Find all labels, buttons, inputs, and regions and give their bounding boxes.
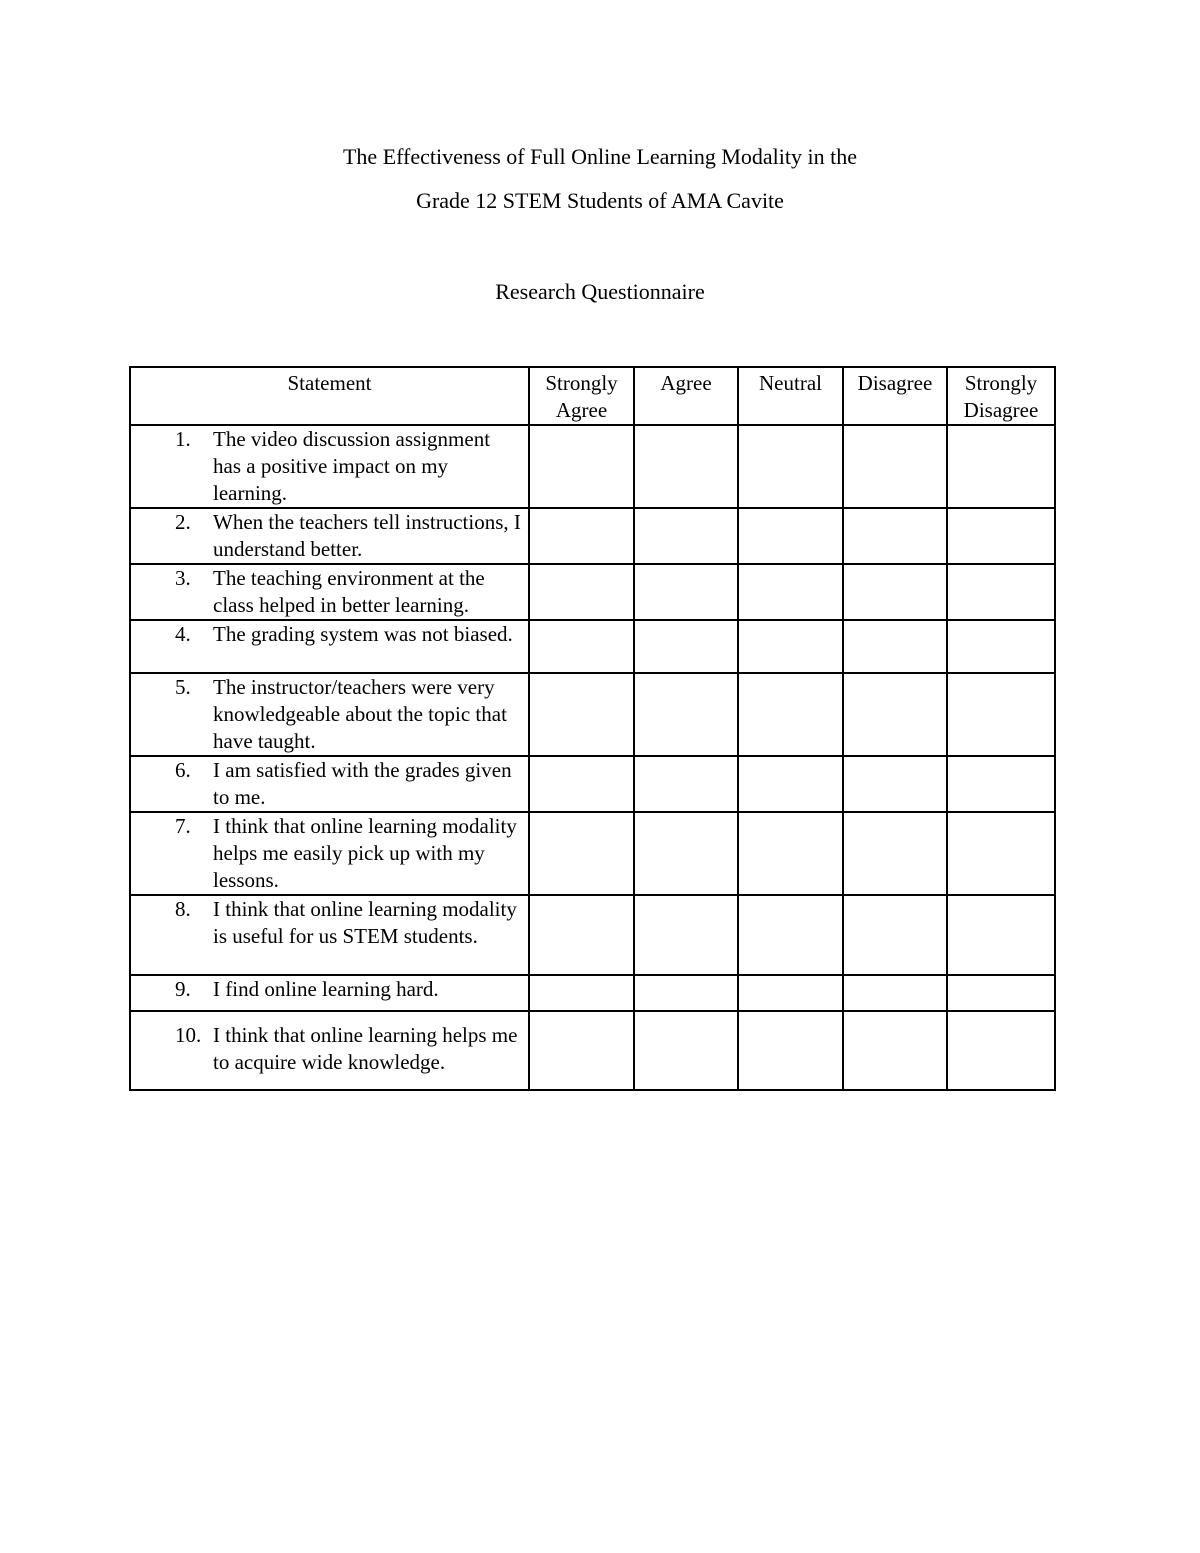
statement-number: 10. — [175, 1023, 202, 1047]
agree-cell[interactable] — [634, 425, 738, 508]
agree-cell[interactable] — [634, 756, 738, 812]
statement-text: The instructor/teachers were very knowledgeable about the topic that have taught. — [213, 675, 507, 753]
table-row — [130, 673, 1055, 756]
header-strongly-disagree: Strongly Disagree — [947, 367, 1055, 425]
statement-number: 2. — [175, 510, 191, 534]
strongly-agree-cell[interactable] — [529, 620, 634, 673]
agree-cell[interactable] — [634, 975, 738, 1011]
disagree-cell[interactable] — [843, 564, 947, 620]
disagree-cell[interactable] — [843, 756, 947, 812]
disagree-cell[interactable] — [843, 673, 947, 756]
statement-text: I think that online learning modality helps me easily pick up with my lessons. — [213, 814, 517, 892]
strongly-agree-cell[interactable] — [529, 508, 634, 564]
neutral-cell[interactable] — [738, 812, 843, 895]
document-subtitle: Research Questionnaire — [495, 279, 705, 304]
statement-text: The video discussion assignment has a positive impact on my learning. — [213, 427, 491, 505]
statement-number: 3. — [175, 566, 191, 590]
neutral-cell[interactable] — [738, 895, 843, 975]
statement-number: 1. — [175, 427, 191, 451]
statement-cell — [130, 756, 529, 812]
strongly-disagree-cell[interactable] — [947, 425, 1055, 508]
statement-cell — [130, 508, 529, 564]
header-agree: Agree — [634, 367, 738, 425]
statement-text: The teaching environment at the class helped in better learning. — [213, 566, 485, 617]
agree-cell[interactable] — [634, 673, 738, 756]
neutral-cell[interactable] — [738, 620, 843, 673]
table-row — [130, 975, 1055, 1011]
header-disagree: Disagree — [843, 367, 947, 425]
statement-number: 8. — [175, 897, 191, 921]
statement-cell — [130, 425, 529, 508]
strongly-agree-cell[interactable] — [529, 564, 634, 620]
strongly-agree-cell[interactable] — [529, 812, 634, 895]
statement-text: I am satisfied with the grades given to me. — [213, 758, 512, 809]
statement-cell — [130, 895, 529, 975]
agree-cell[interactable] — [634, 564, 738, 620]
table-row — [130, 812, 1055, 895]
strongly-disagree-cell[interactable] — [947, 564, 1055, 620]
neutral-cell[interactable] — [738, 673, 843, 756]
header-row — [130, 367, 1055, 425]
statement-text: When the teachers tell instructions, I understand better. — [213, 510, 521, 561]
neutral-cell[interactable] — [738, 1011, 843, 1090]
strongly-disagree-cell[interactable] — [947, 895, 1055, 975]
statement-number: 5. — [175, 675, 191, 699]
agree-cell[interactable] — [634, 895, 738, 975]
disagree-cell[interactable] — [843, 1011, 947, 1090]
statement-cell — [130, 620, 529, 673]
header-strongly-agree: Strongly Agree — [529, 367, 634, 425]
statement-cell — [130, 564, 529, 620]
statement-text: The grading system was not biased. — [213, 622, 513, 646]
strongly-disagree-cell[interactable] — [947, 620, 1055, 673]
statement-text: I find online learning hard. — [213, 977, 439, 1001]
disagree-cell[interactable] — [843, 508, 947, 564]
agree-cell[interactable] — [634, 812, 738, 895]
agree-cell[interactable] — [634, 1011, 738, 1090]
table-row — [130, 620, 1055, 673]
strongly-agree-cell[interactable] — [529, 895, 634, 975]
strongly-agree-cell[interactable] — [529, 425, 634, 508]
strongly-agree-cell[interactable] — [529, 975, 634, 1011]
strongly-agree-cell[interactable] — [529, 1011, 634, 1090]
table-row — [130, 508, 1055, 564]
table-row — [130, 756, 1055, 812]
document-title-line-1: The Effectiveness of Full Online Learning Modality in the — [342, 144, 858, 169]
neutral-cell[interactable] — [738, 508, 843, 564]
statement-text: I think that online learning modality is useful for us STEM students. — [213, 897, 517, 948]
disagree-cell[interactable] — [843, 975, 947, 1011]
statement-cell — [130, 812, 529, 895]
table-row — [130, 1011, 1055, 1090]
strongly-agree-cell[interactable] — [529, 673, 634, 756]
table-row — [130, 425, 1055, 508]
agree-cell[interactable] — [634, 508, 738, 564]
statement-number: 7. — [175, 814, 191, 838]
statement-cell — [130, 975, 529, 1011]
disagree-cell[interactable] — [843, 812, 947, 895]
statement-number: 9. — [175, 977, 191, 1001]
questionnaire-table — [129, 366, 1056, 1091]
strongly-agree-cell[interactable] — [529, 756, 634, 812]
header-statement: Statement — [130, 367, 529, 425]
table-row — [130, 564, 1055, 620]
neutral-cell[interactable] — [738, 756, 843, 812]
disagree-cell[interactable] — [843, 425, 947, 508]
disagree-cell[interactable] — [843, 895, 947, 975]
strongly-disagree-cell[interactable] — [947, 975, 1055, 1011]
neutral-cell[interactable] — [738, 564, 843, 620]
disagree-cell[interactable] — [843, 620, 947, 673]
neutral-cell[interactable] — [738, 975, 843, 1011]
strongly-disagree-cell[interactable] — [947, 812, 1055, 895]
statement-number: 6. — [175, 758, 191, 782]
statement-cell — [130, 673, 529, 756]
header-neutral: Neutral — [738, 367, 843, 425]
strongly-disagree-cell[interactable] — [947, 508, 1055, 564]
statement-text: I think that online learning helps me to acquire wide knowledge. — [213, 1023, 518, 1074]
table-row — [130, 895, 1055, 975]
neutral-cell[interactable] — [738, 425, 843, 508]
strongly-disagree-cell[interactable] — [947, 1011, 1055, 1090]
statement-number: 4. — [175, 622, 191, 646]
strongly-disagree-cell[interactable] — [947, 756, 1055, 812]
document-title-line-2: Grade 12 STEM Students of AMA Cavite — [416, 188, 784, 213]
strongly-disagree-cell[interactable] — [947, 673, 1055, 756]
agree-cell[interactable] — [634, 620, 738, 673]
statement-cell — [130, 1011, 529, 1090]
